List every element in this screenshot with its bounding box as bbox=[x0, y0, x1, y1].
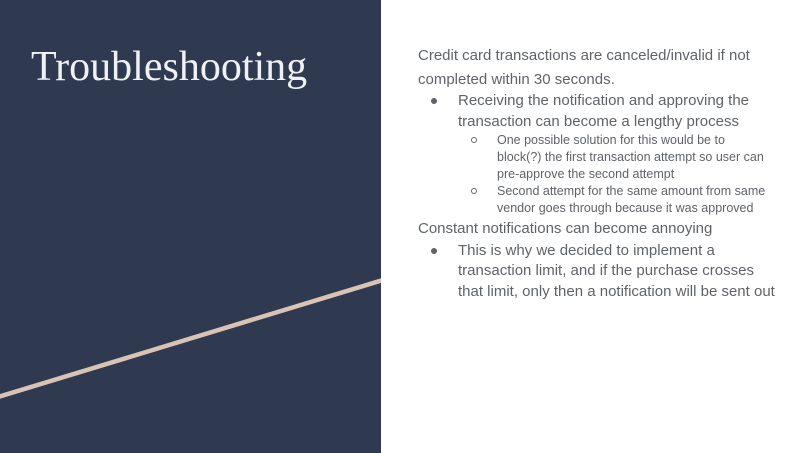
bullet-item bbox=[418, 91, 798, 132]
circle-bullet-icon bbox=[471, 137, 477, 143]
bullet-item-text: Constant notifications can become annoying bbox=[418, 220, 713, 237]
body-text-block bbox=[418, 44, 798, 302]
disc-bullet-icon bbox=[431, 248, 437, 254]
disc-bullet-icon bbox=[431, 98, 437, 104]
bullet-item-text: One possible solution for this would be to block(?) the first transaction attempt so user can pre-approve the second attempt bbox=[497, 133, 764, 181]
bullet-item bbox=[418, 241, 798, 303]
bullet-item bbox=[418, 217, 798, 241]
slide-title: Troubleshooting bbox=[31, 44, 308, 90]
bullet-item-text: Second attempt for the same amount from same vendor goes through because it was approved bbox=[497, 184, 766, 215]
bullet-item-text: Receiving the notification and approving the transaction can become a lengthy process bbox=[458, 92, 750, 130]
title-panel bbox=[0, 0, 381, 453]
bullet-item bbox=[418, 183, 798, 217]
bullet-item bbox=[418, 44, 798, 91]
bullet-item-text: Credit card transactions are canceled/invalid if not completed within 30 seconds. bbox=[418, 47, 750, 88]
bullet-item bbox=[418, 132, 798, 183]
circle-bullet-icon bbox=[471, 188, 477, 194]
bullet-item-text: This is why we decided to implement a transaction limit, and if the purchase crosses that limit, only then a notification will be sent out bbox=[458, 241, 775, 300]
